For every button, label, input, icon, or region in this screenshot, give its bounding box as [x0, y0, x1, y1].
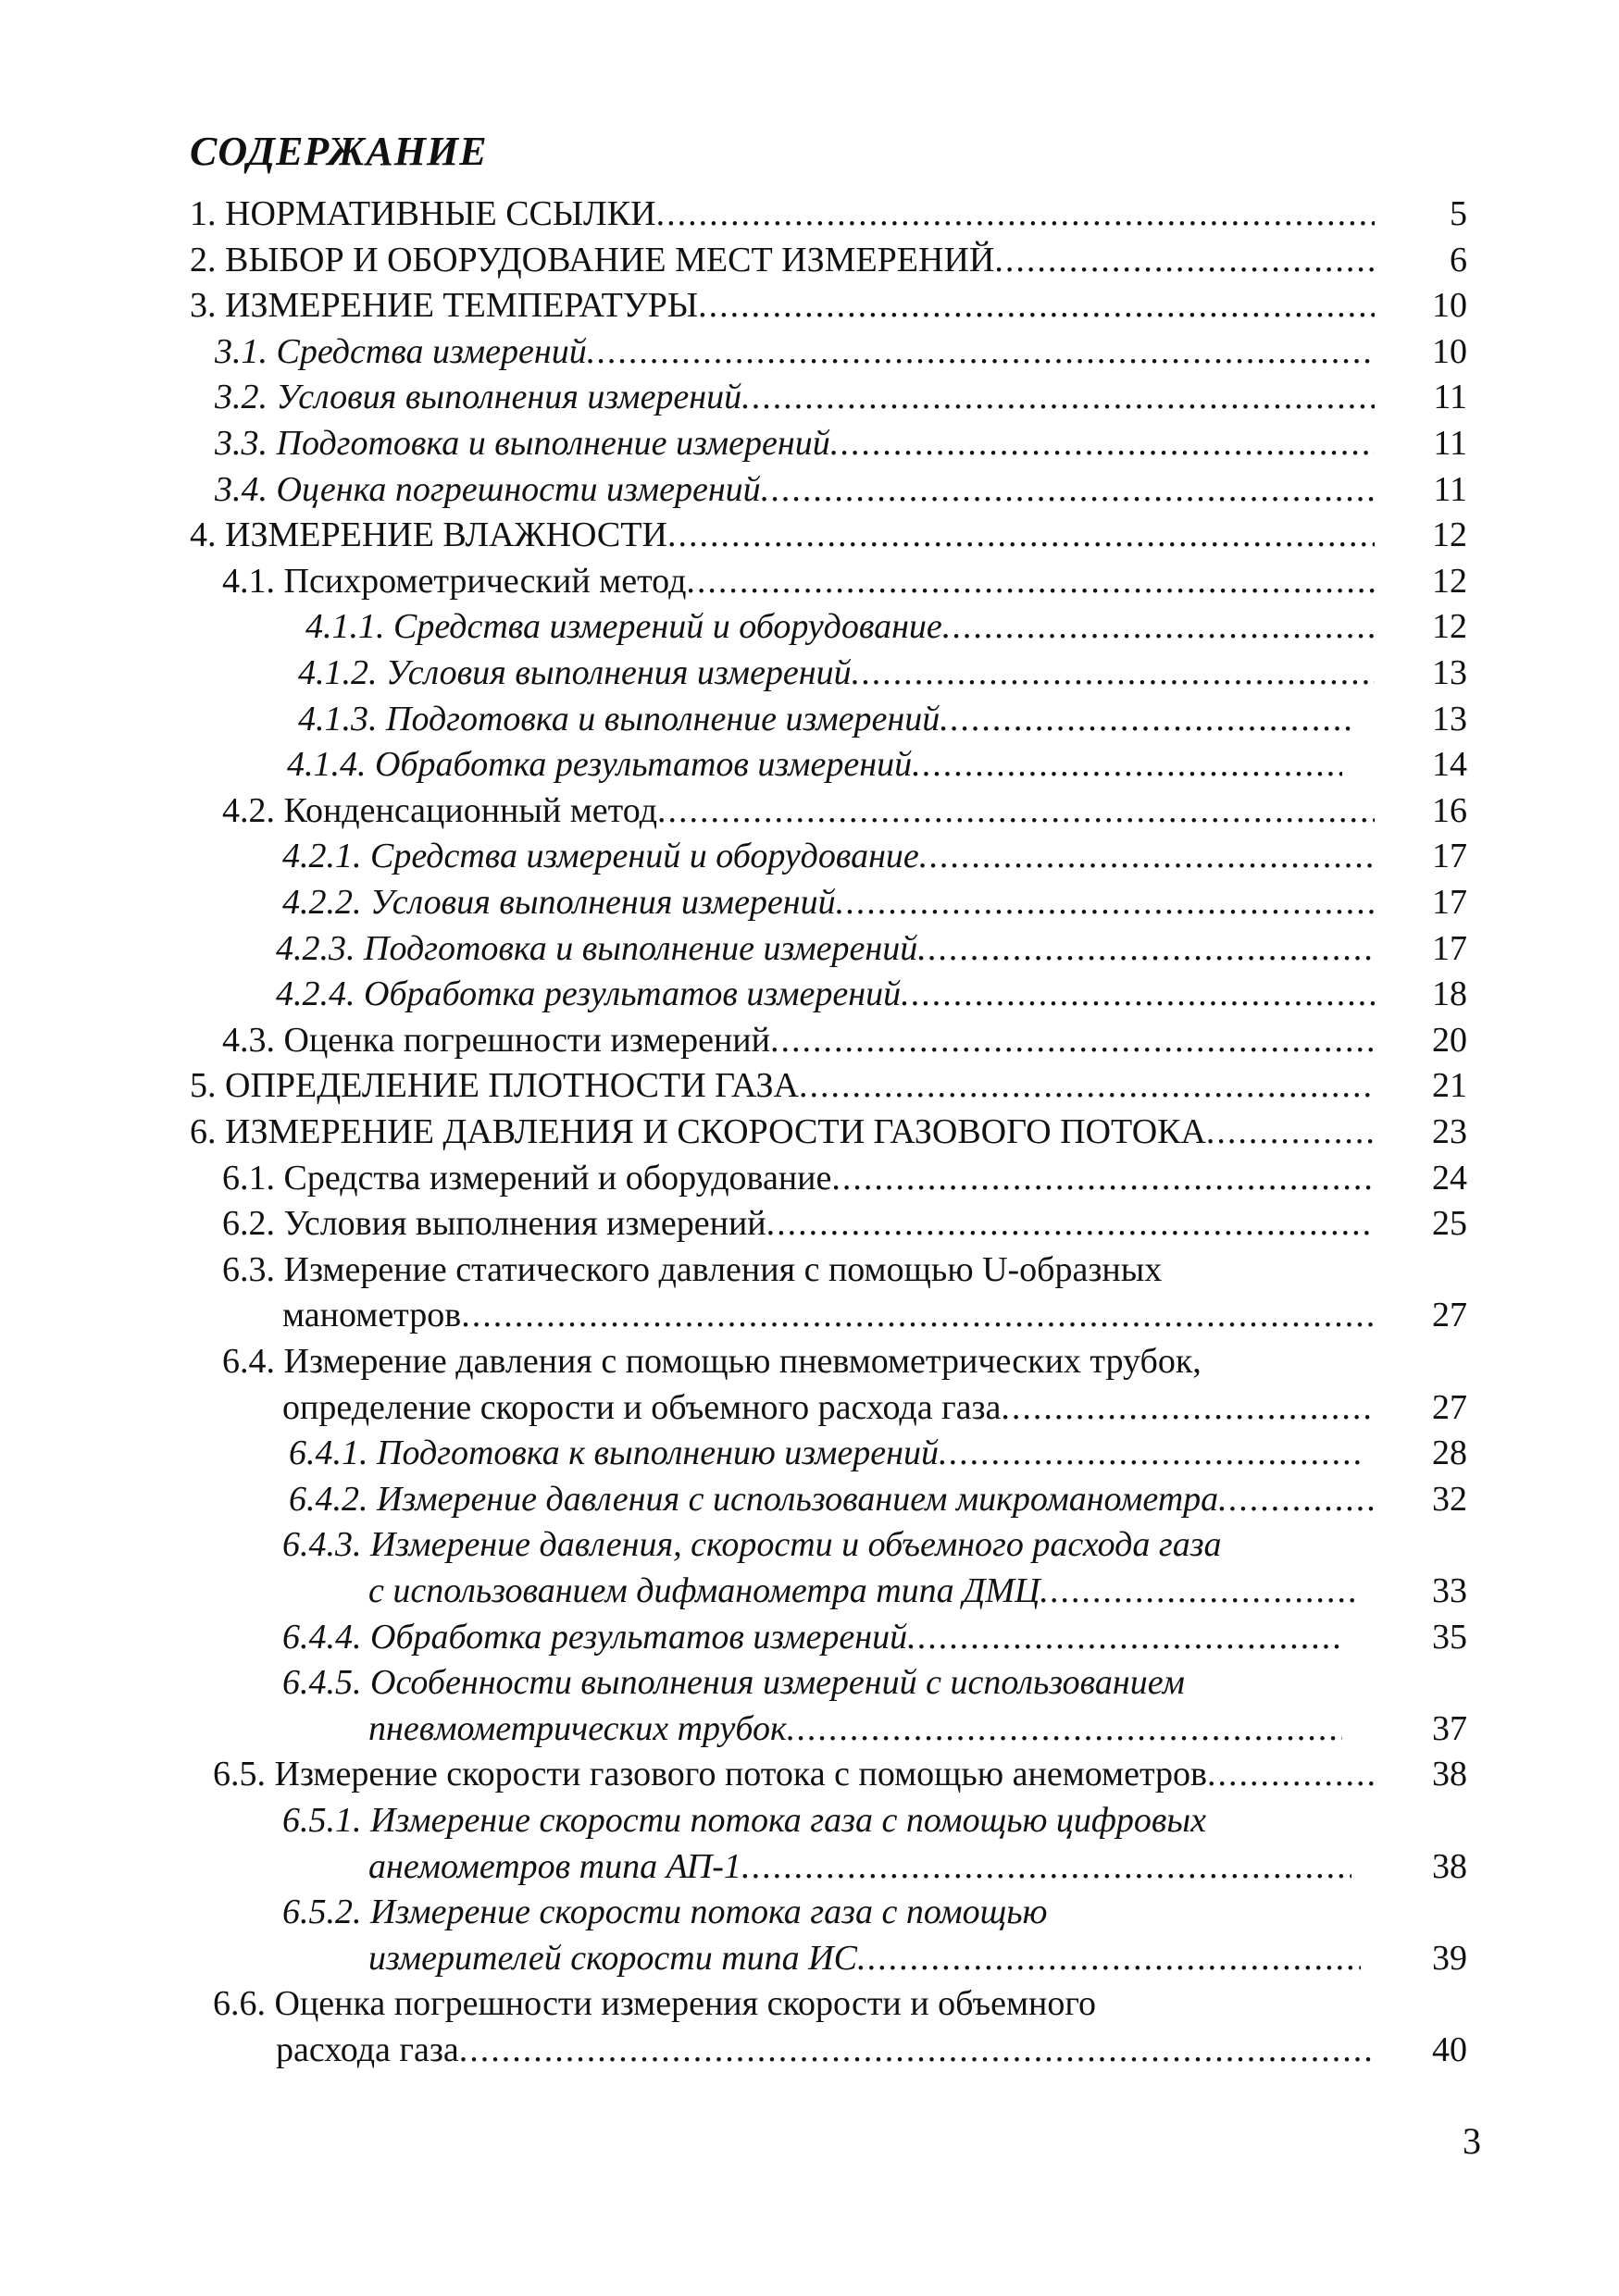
toc-entry — [0, 1935, 1619, 1981]
toc-entry — [0, 1568, 1619, 1614]
toc-entry-leader — [289, 1476, 1375, 1522]
toc-entry — [0, 512, 1619, 558]
toc-entry-leader — [222, 788, 1375, 834]
toc-entry-text: 4.2.1. Средства измерений и оборудование — [282, 837, 919, 876]
toc-entry-page: 35 — [1432, 1617, 1467, 1657]
toc-entry-page: 38 — [1432, 1846, 1467, 1886]
toc-entry-text: 4.3. Оценка погрешности измерений — [222, 1020, 770, 1060]
toc-entry-leader — [190, 1109, 1375, 1155]
toc-entry-text: 6.4.4. Обработка результатов измерений — [282, 1617, 908, 1657]
toc-entry-page: 33 — [1432, 1571, 1467, 1610]
toc-dot-leader — [770, 1017, 1375, 1063]
toc-dot-leader — [656, 191, 1375, 237]
toc-entry-page: 6 — [1450, 240, 1467, 279]
toc-dot-leader — [940, 696, 1351, 742]
toc-entry-text: 6.4.2. Измерение давления с использованием микроманометра — [289, 1479, 1219, 1519]
toc-dot-leader — [741, 1843, 1351, 1890]
toc-entry-page: 11 — [1433, 378, 1467, 417]
toc-entry — [0, 1247, 1619, 1293]
toc-dot-leader — [787, 1706, 1342, 1752]
toc-dot-leader — [912, 741, 1342, 788]
toc-entry — [0, 1614, 1619, 1660]
toc-entry — [0, 741, 1619, 788]
toc-entry-text: манометров — [282, 1296, 462, 1335]
toc-entry — [0, 1521, 1619, 1568]
toc-entry-text: расхода газа — [276, 2030, 459, 2069]
toc-entry-page: 37 — [1432, 1708, 1467, 1748]
toc-entry — [0, 788, 1619, 834]
toc-dot-leader — [1040, 1568, 1361, 1614]
toc-dot-leader — [461, 1292, 1375, 1338]
toc-entry — [0, 971, 1619, 1017]
toc-entry-leader — [368, 1843, 1351, 1890]
toc-dot-leader — [919, 833, 1375, 879]
toc-entry-page: 12 — [1432, 515, 1467, 555]
toc-dot-leader — [852, 650, 1375, 696]
toc-entry — [0, 1843, 1619, 1890]
toc-dot-leader — [1207, 1751, 1375, 1797]
toc-entry — [0, 879, 1619, 925]
toc-entry — [0, 1200, 1619, 1247]
toc-entry-leader — [190, 282, 1375, 329]
toc-entry-page: 13 — [1432, 699, 1467, 738]
toc-entry-leader — [282, 1614, 1342, 1660]
toc-entry-text: 4.2.2. Условия выполнения измерений — [282, 883, 836, 922]
toc-entry-leader — [215, 329, 1375, 375]
toc-entry — [0, 237, 1619, 283]
toc-entry — [0, 1751, 1619, 1797]
toc-entry — [0, 1797, 1619, 1843]
toc-entry — [0, 1109, 1619, 1155]
toc-entry — [0, 1017, 1619, 1063]
toc-entry — [0, 1384, 1619, 1431]
toc-entry-text: 6.5.2. Измерение скорости потока газа с помощью — [282, 1893, 1048, 1932]
toc-entry-text: определение скорости и объемного расхода газа — [282, 1387, 1002, 1427]
toc-entry-leader — [222, 1155, 1375, 1201]
toc-entry-text: 6.4.3. Измерение давления, скорости и объемного расхода газа — [282, 1525, 1222, 1565]
toc-entry-page: 12 — [1432, 561, 1467, 601]
toc-entry-page: 16 — [1432, 790, 1467, 830]
toc-dot-leader — [766, 1200, 1375, 1247]
toc-entry-text: 4.2.4. Обработка результатов измерений — [276, 974, 902, 1014]
toc-entry-page: 14 — [1432, 745, 1467, 785]
toc-entry-leader — [282, 1292, 1375, 1338]
toc-entry-text: 6.4. Измерение давления с помощью пневмометрических трубок, — [222, 1342, 1202, 1381]
toc-entry-page: 12 — [1432, 607, 1467, 647]
toc-entry — [0, 833, 1619, 879]
toc-entry-text: 6.5. Измерение скорости газового потока с помощью анемометров — [213, 1755, 1207, 1794]
toc-entry-text: 4.1.4. Обработка результатов измерений — [287, 745, 913, 785]
toc-entry — [0, 696, 1619, 742]
toc-entry-page: 13 — [1432, 653, 1467, 692]
toc-dot-leader — [761, 466, 1375, 513]
toc-entry-page: 40 — [1432, 2030, 1467, 2069]
toc-entry-page: 20 — [1432, 1020, 1467, 1060]
toc-entry — [0, 1155, 1619, 1201]
toc-entry-text: измерителей скорости типа ИС — [368, 1938, 857, 1978]
toc-entry-page: 17 — [1432, 928, 1467, 968]
toc-entry — [0, 1889, 1619, 1935]
toc-entry-text: 6.4.1. Подготовка к выполнению измерений — [289, 1433, 939, 1473]
page-number: 3 — [1463, 2120, 1481, 2162]
toc-dot-leader — [907, 1614, 1342, 1660]
toc-entry-leader — [213, 1751, 1375, 1797]
toc-entry-leader — [368, 1935, 1361, 1981]
toc-entry — [0, 191, 1619, 237]
toc-entry-text: с использованием дифманометра типа ДМЦ — [368, 1571, 1040, 1610]
toc-entry-page: 18 — [1432, 974, 1467, 1014]
toc-entry-page: 28 — [1432, 1433, 1467, 1473]
toc-entry-page: 25 — [1432, 1204, 1467, 1244]
toc-entry — [0, 1292, 1619, 1338]
toc-entry-page: 10 — [1432, 331, 1467, 371]
toc-entry-text: 1. НОРМАТИВНЫЕ ССЫЛКИ — [190, 194, 656, 233]
toc-entry-leader — [222, 1017, 1375, 1063]
toc-entry-leader — [368, 1706, 1342, 1752]
toc-entry-leader — [215, 466, 1375, 513]
toc-entry-page: 21 — [1432, 1066, 1467, 1106]
toc-entry-leader — [298, 650, 1375, 696]
toc-entry-text: пневмометрических трубок — [368, 1708, 787, 1748]
toc-entry-leader — [289, 1430, 1361, 1476]
toc-title: СОДЕРЖАНИЕ — [190, 129, 488, 174]
toc-entry-text: 3.4. Оценка погрешности измерений — [215, 469, 761, 509]
toc-entry — [0, 2027, 1619, 2073]
toc-entry-leader — [282, 833, 1375, 879]
toc-entry-leader — [282, 1384, 1375, 1431]
toc-entry-page: 38 — [1432, 1755, 1467, 1794]
toc-entry-leader — [368, 1568, 1361, 1614]
toc-entry — [0, 1062, 1619, 1109]
toc-entry — [0, 374, 1619, 420]
toc-entry — [0, 329, 1619, 375]
toc-dot-leader — [667, 512, 1375, 558]
toc-entry-text: 3.1. Средства измерений — [215, 331, 587, 371]
toc-entry-leader — [276, 971, 1375, 1017]
toc-entry-leader — [298, 696, 1351, 742]
toc-dot-leader — [799, 1062, 1375, 1109]
toc-entry — [0, 1338, 1619, 1384]
toc-entry-text: 3.2. Условия выполнения измерений — [215, 378, 742, 417]
toc-entry-leader — [282, 879, 1375, 925]
toc-entry — [0, 558, 1619, 604]
toc-dot-leader — [830, 420, 1375, 466]
toc-dot-leader — [831, 1155, 1375, 1201]
toc-entry-text: 4.2. Конденсационный метод — [222, 790, 657, 830]
toc-entry — [0, 603, 1619, 650]
toc-entry-page: 23 — [1432, 1112, 1467, 1151]
toc-dot-leader — [901, 971, 1375, 1017]
toc-entry — [0, 1430, 1619, 1476]
toc-entry-leader — [190, 512, 1375, 558]
toc-entry-text: 4.1.1. Средства измерений и оборудование — [305, 607, 942, 647]
toc-entry-text: 6.4.5. Особенности выполнения измерений с использованием — [282, 1663, 1185, 1703]
toc-dot-leader — [1001, 1384, 1375, 1431]
toc-dot-leader — [836, 879, 1375, 925]
toc-dot-leader — [741, 374, 1375, 420]
toc-entry-text: 6.6. Оценка погрешности измерения скорости и объемного — [213, 1984, 1097, 2024]
toc-dot-leader — [587, 329, 1375, 375]
toc-dot-leader — [1218, 1476, 1375, 1522]
toc-dot-leader — [939, 1430, 1361, 1476]
toc-entry — [0, 1706, 1619, 1752]
toc-entry-text: 4.1. Психрометрический метод — [222, 561, 687, 601]
toc-entry — [0, 282, 1619, 329]
toc-entry — [0, 1659, 1619, 1706]
toc-entry-text: 4.1.2. Условия выполнения измерений — [298, 653, 852, 692]
toc-entry-leader — [215, 374, 1375, 420]
toc-entry-leader — [276, 2027, 1375, 2073]
toc-dot-leader — [698, 282, 1375, 329]
toc-entry-page: 17 — [1432, 837, 1467, 876]
toc-entry-leader — [190, 1062, 1375, 1109]
toc-entry-text: 3. ИЗМЕРЕНИЕ ТЕМПЕРАТУРЫ — [190, 286, 699, 326]
toc-entry — [0, 420, 1619, 466]
toc-entry-text: 2. ВЫБОР И ОБОРУДОВАНИЕ МЕСТ ИЗМЕРЕНИЙ — [190, 240, 995, 279]
toc-entry-text: 6.1. Средства измерений и оборудование — [222, 1158, 832, 1198]
toc-entry-page: 39 — [1432, 1938, 1467, 1978]
toc-entry-leader — [190, 191, 1375, 237]
toc-entry-text: 6. ИЗМЕРЕНИЕ ДАВЛЕНИЯ И СКОРОСТИ ГАЗОВОГО ПОТОКА — [190, 1112, 1206, 1151]
toc-dot-leader — [459, 2027, 1375, 2073]
toc-entry-leader — [190, 237, 1375, 283]
toc-entry-text: 4.2.3. Подготовка и выполнение измерений — [276, 928, 918, 968]
toc-entry — [0, 1980, 1619, 2027]
toc-dot-leader — [917, 925, 1375, 972]
toc-entry-page: 27 — [1432, 1387, 1467, 1427]
toc-entry-leader — [222, 1200, 1375, 1247]
toc-entry-text: 6.2. Условия выполнения измерений — [222, 1204, 766, 1244]
toc-entry-text: 4.1.3. Подготовка и выполнение измерений — [298, 699, 940, 738]
toc-entry-page: 27 — [1432, 1296, 1467, 1335]
toc-entry-leader — [287, 741, 1342, 788]
toc-entry-leader — [222, 558, 1375, 604]
toc-entry — [0, 650, 1619, 696]
toc-entry-text: 3.3. Подготовка и выполнение измерений — [215, 424, 830, 463]
toc-entry — [0, 466, 1619, 513]
toc-entry-page: 17 — [1432, 883, 1467, 922]
toc-entry-text: анемометров типа АП-1 — [368, 1846, 741, 1886]
toc-entry-text: 6.3. Измерение статического давления с помощью U-образных — [222, 1249, 1163, 1289]
toc-entry-leader — [276, 925, 1375, 972]
toc-dot-leader — [686, 558, 1375, 604]
toc-dot-leader — [857, 1935, 1361, 1981]
toc-entry — [0, 1476, 1619, 1522]
toc-dot-leader — [657, 788, 1375, 834]
toc-dot-leader — [1206, 1109, 1375, 1155]
toc-entry-text: 6.5.1. Измерение скорости потока газа с помощью цифровых — [282, 1801, 1206, 1840]
toc-entry-text: 5. ОПРЕДЕЛЕНИЕ ПЛОТНОСТИ ГАЗА — [190, 1066, 799, 1106]
toc-entry-leader — [305, 603, 1375, 650]
toc-dot-leader — [994, 237, 1375, 283]
toc-entry-page: 24 — [1432, 1158, 1467, 1198]
toc-entry — [0, 925, 1619, 972]
toc-entry-page: 11 — [1433, 424, 1467, 463]
toc-entry-page: 10 — [1432, 286, 1467, 326]
toc-entry-page: 11 — [1433, 469, 1467, 509]
toc-entry-text: 4. ИЗМЕРЕНИЕ ВЛАЖНОСТИ — [190, 515, 667, 555]
toc-entry-page: 5 — [1450, 194, 1467, 233]
toc-dot-leader — [942, 603, 1375, 650]
toc-entry-leader — [215, 420, 1375, 466]
toc-entry-page: 32 — [1432, 1479, 1467, 1519]
